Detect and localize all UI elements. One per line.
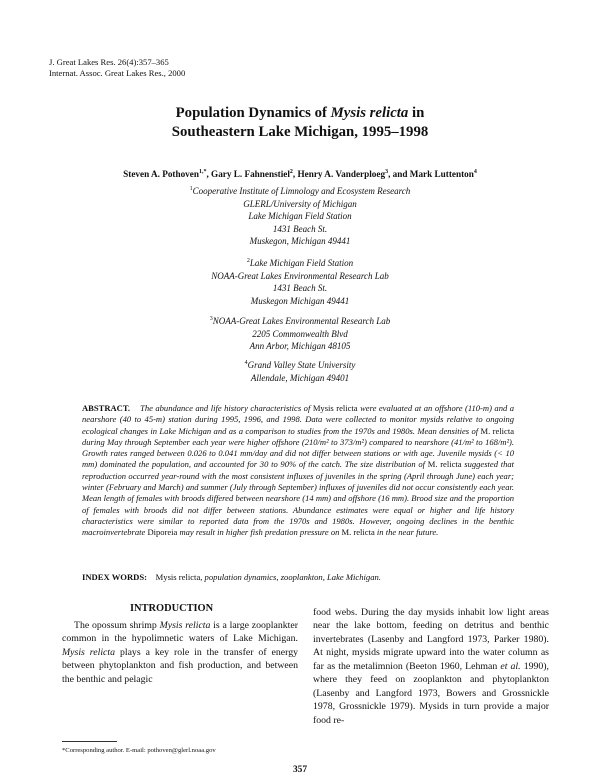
author-mark: 2 — [289, 169, 293, 175]
abstract-text: during May through September each year were higher offshore (210/m² to 373/m²) compared to nearshore (41/m² to 168/m²). Growth rates ranged between 0.026 to 0.041 mm/day and did not differ between stations or with age. Juvenile mysids (< 10 mm) dominated the population, and accounted for 30 to 90% of the catch. The size distribution of — [82, 436, 514, 470]
title-line-2: Southeastern Lake Michigan, 1995–1998 — [171, 124, 429, 140]
abstract-species: Mysis relicta — [312, 403, 358, 413]
footnote: *Corresponding author. E-mail: pothoven@glerl.noaa.gov — [62, 747, 216, 754]
abstract-text: in the near future. — [374, 527, 439, 538]
body-species: Mysis relicta — [159, 620, 211, 631]
author-name: Gary L. Fahnenstiel — [211, 169, 290, 180]
index-words-label: INDEX WORDS: — [82, 572, 148, 582]
author-name: Mark Luttenton — [409, 169, 474, 180]
author-separator: , — [292, 169, 298, 180]
index-words — [82, 572, 522, 582]
affiliation-line: Allendale, Michigan 49401 — [250, 372, 350, 383]
affiliation-line: NOAA-Great Lakes Environmental Research Lab — [212, 316, 391, 326]
body-column-right — [313, 606, 549, 727]
abstract-species: M. relicta — [427, 459, 462, 470]
abstract — [82, 403, 514, 538]
affiliation-2 — [0, 255, 600, 307]
index-keyword-species: Mysis relicta, — [155, 572, 203, 582]
abstract-species: M. relicta — [480, 425, 514, 436]
author-mark: 4 — [473, 169, 477, 175]
body-text: 1990), where they feed on zooplankton and phytoplankton (Lasenby and Langford 1973, Bowers and Grossnickle 1978, Grossnickle 1979). Mysids in turn provide a major food re- — [313, 660, 549, 726]
affiliation-mark: 4 — [244, 360, 248, 366]
affiliation-3 — [0, 313, 600, 353]
body-text: food webs. During the day mysids inhabit low light areas near the lake bottom, feeding on detritus and benthic invertebrates (Lasenby and Langford 1973, Parker 1980). At night, mysids migrate upward into the water column as far as the metalimnion (Beeton 1960, Lehman — [313, 607, 549, 672]
title-prefix: Population Dynamics of — [175, 105, 331, 121]
author-name: Henry A. Vanderploeg — [297, 169, 386, 180]
abstract-label: ABSTRACT. — [82, 403, 131, 413]
author-name: Steven A. Pothoven — [123, 169, 199, 180]
journal-citation — [49, 57, 185, 79]
affiliation-1 — [0, 183, 600, 248]
body-text: plays a key role in the transfer of energy between phytoplankton and fish production, and between the benthic and pelagic — [62, 646, 299, 685]
affiliation-line: 1431 Beach St. — [272, 223, 328, 234]
affiliation-mark: 3 — [209, 316, 213, 322]
abstract-text: may result in higher fish predation pressure on — [177, 527, 342, 538]
body-column-left — [62, 619, 298, 686]
abstract-text: The abundance and life history characteristics of — [140, 403, 313, 413]
footnote-rule — [62, 741, 117, 742]
abstract-species: Diporeia — [147, 527, 178, 538]
title-species: Mysis relicta — [330, 105, 409, 121]
affiliation-line: NOAA-Great Lakes Environmental Research Lab — [211, 270, 389, 281]
abstract-species: M. relicta — [341, 527, 375, 538]
affiliation-4 — [0, 357, 600, 384]
title-suffix: in — [408, 105, 425, 121]
index-keywords: population dynamics, zooplankton, Lake Michigan. — [202, 572, 381, 582]
author-list — [0, 169, 600, 179]
author-mark: 1,* — [198, 169, 207, 175]
author-separator: , — [206, 169, 212, 180]
paper-title — [0, 104, 600, 142]
affiliation-line: 2205 Commonwealth Blvd — [252, 328, 348, 339]
affiliation-line: Lake Michigan Field Station — [249, 258, 354, 268]
affiliation-line: Muskegon Michigan 49441 — [250, 295, 350, 306]
body-text: The opossum shrimp — [74, 620, 160, 631]
affiliation-line: Lake Michigan Field Station — [248, 211, 352, 222]
journal-line-2: Internat. Assoc. Great Lakes Res., 2000 — [49, 68, 186, 78]
affiliation-mark: 1 — [189, 186, 193, 192]
page-number: 357 — [292, 765, 308, 775]
affiliation-line: Grand Valley State University — [247, 360, 356, 370]
affiliation-line: Muskegon, Michigan 49441 — [249, 236, 351, 247]
affiliation-line: GLERL/University of Michigan — [243, 198, 357, 209]
body-species: Mysis relicta — [62, 646, 116, 658]
abstract-text: were evaluated at an offshore (110-m) and a nearshore (40 to 45-m) station during 1995, 1996, and 1998. Data were collected to monitor mysids relative to ongoing ecological changes in Lake Michigan and as a comparison to studies from the 1970s and 1980s. Mean densities of — [82, 403, 515, 436]
abstract-text: suggested that reproduction occurred year-round with the most consistent influxes of juveniles in the spring (April through June) each year; winter (February and March) and summer (July through September) influxes of juveniles did not occur consistently each year. Mean length of females with broods differed between nearshore (14 mm) and offshore (16 mm). Brood size and the proportion of females with broods did not differ between stations. Abundance estimates were equal or higher and life history characteristics were similar to reported data from the 1970s and 1980s. However, ongoing declines in the benthic macroinvertebrate — [82, 459, 514, 538]
body-text: is a large zooplankter common in the hypolimnetic waters of Lake Michigan. — [62, 620, 299, 645]
author-mark: 3 — [385, 169, 389, 175]
section-heading-introduction: INTRODUCTION — [130, 603, 214, 614]
affiliation-line: Ann Arbor, Michigan 48105 — [249, 341, 351, 352]
affiliation-line: Cooperative Institute of Limnology and Ecosystem Research — [192, 186, 411, 196]
affiliation-line: 1431 Beach St. — [272, 283, 328, 294]
body-et-al: et al. — [500, 660, 521, 672]
journal-line-1: J. Great Lakes Res. 26(4):357–365 — [49, 57, 169, 67]
author-separator: , and — [388, 169, 410, 180]
affiliation-mark: 2 — [246, 258, 250, 264]
